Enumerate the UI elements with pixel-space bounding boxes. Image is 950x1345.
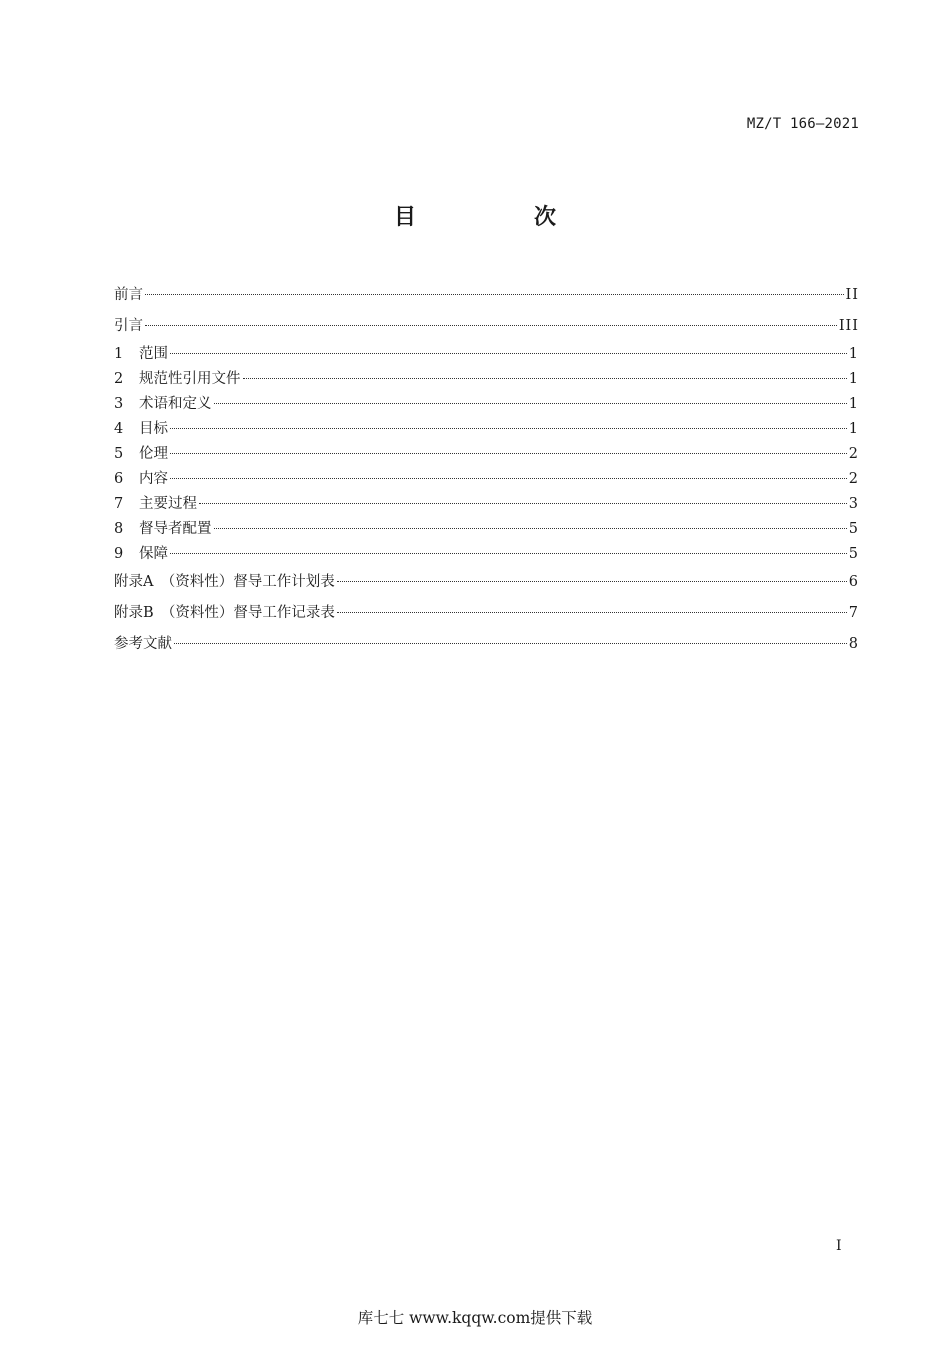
toc-entry-text: 参考文献 (114, 636, 172, 652)
toc-entry-text: 主要过程 (139, 496, 197, 512)
toc-entry-page: 1 (848, 346, 859, 362)
toc-leader-dots (214, 528, 847, 529)
toc-entry-page: 6 (848, 574, 859, 590)
toc-leader-dots (337, 612, 847, 613)
toc-entry-introduction[interactable] (114, 311, 859, 342)
toc-entry-text: 附录B （资料性）督导工作记录表 (114, 605, 335, 621)
standard-code: MZ/T 166—2021 (746, 116, 859, 132)
toc-entry-page: 5 (848, 521, 859, 537)
toc-entry-content[interactable] (114, 467, 859, 492)
toc-entry-appendix-b[interactable] (114, 598, 859, 629)
toc-leader-dots (170, 353, 847, 354)
toc-entry-normative-references[interactable] (114, 367, 859, 392)
toc-entry-page: 1 (848, 396, 859, 412)
table-of-contents (114, 280, 859, 660)
toc-entry-text: 引言 (114, 318, 143, 334)
toc-entry-text: 内容 (139, 471, 168, 487)
toc-leader-dots (199, 503, 847, 504)
toc-entry-page: 7 (848, 605, 859, 621)
toc-entry-number: 9 (114, 546, 124, 562)
toc-entry-number: 6 (114, 471, 124, 487)
toc-entry-number: 8 (114, 521, 124, 537)
download-footer: 库七七 www.kqqw.com提供下载 (357, 1309, 593, 1327)
toc-leader-dots (145, 294, 844, 295)
toc-entry-page: 1 (848, 371, 859, 387)
toc-entry-text: 规范性引用文件 (139, 371, 241, 387)
toc-entry-foreword[interactable] (114, 280, 859, 311)
toc-entry-number: 1 (114, 346, 124, 362)
toc-leader-dots (170, 478, 847, 479)
toc-entry-page: 2 (848, 471, 859, 487)
toc-entry-text: 前言 (114, 287, 143, 303)
toc-leader-dots (243, 378, 847, 379)
toc-entry-text: 目标 (139, 421, 168, 437)
toc-entry-page: II (845, 287, 859, 303)
toc-entry-text: 术语和定义 (139, 396, 212, 412)
toc-leader-dots (170, 453, 847, 454)
toc-entry-page: 3 (848, 496, 859, 512)
toc-entry-scope[interactable] (114, 342, 859, 367)
page-title: 目 次 (393, 205, 604, 230)
toc-entry-page: 2 (848, 446, 859, 462)
toc-entry-text: 附录A （资料性）督导工作计划表 (114, 574, 335, 590)
toc-leader-dots (174, 643, 847, 644)
toc-leader-dots (337, 581, 847, 582)
toc-entry-text: 范围 (139, 346, 168, 362)
toc-entry-bibliography[interactable] (114, 629, 859, 660)
toc-leader-dots (214, 403, 847, 404)
toc-entry-number: 7 (114, 496, 124, 512)
toc-leader-dots (145, 325, 837, 326)
toc-entry-main-process[interactable] (114, 492, 859, 517)
toc-entry-text: 伦理 (139, 446, 168, 462)
toc-entry-objectives[interactable] (114, 417, 859, 442)
toc-leader-dots (170, 428, 847, 429)
toc-entry-page: III (838, 318, 859, 334)
toc-entry-page: 8 (848, 636, 859, 652)
toc-entry-ethics[interactable] (114, 442, 859, 467)
toc-entry-number: 4 (114, 421, 124, 437)
toc-entry-page: 1 (848, 421, 859, 437)
toc-entry-appendix-a[interactable] (114, 567, 859, 598)
toc-entry-supervisor-allocation[interactable] (114, 517, 859, 542)
toc-entry-number: 5 (114, 446, 124, 462)
toc-entry-text: 保障 (139, 546, 168, 562)
toc-entry-number: 2 (114, 371, 124, 387)
toc-entry-terms[interactable] (114, 392, 859, 417)
toc-entry-text: 督导者配置 (139, 521, 212, 537)
toc-entry-number: 3 (114, 396, 124, 412)
toc-entry-safeguards[interactable] (114, 542, 859, 567)
toc-entry-page: 5 (848, 546, 859, 562)
toc-leader-dots (170, 553, 847, 554)
page-number: I (836, 1238, 842, 1254)
